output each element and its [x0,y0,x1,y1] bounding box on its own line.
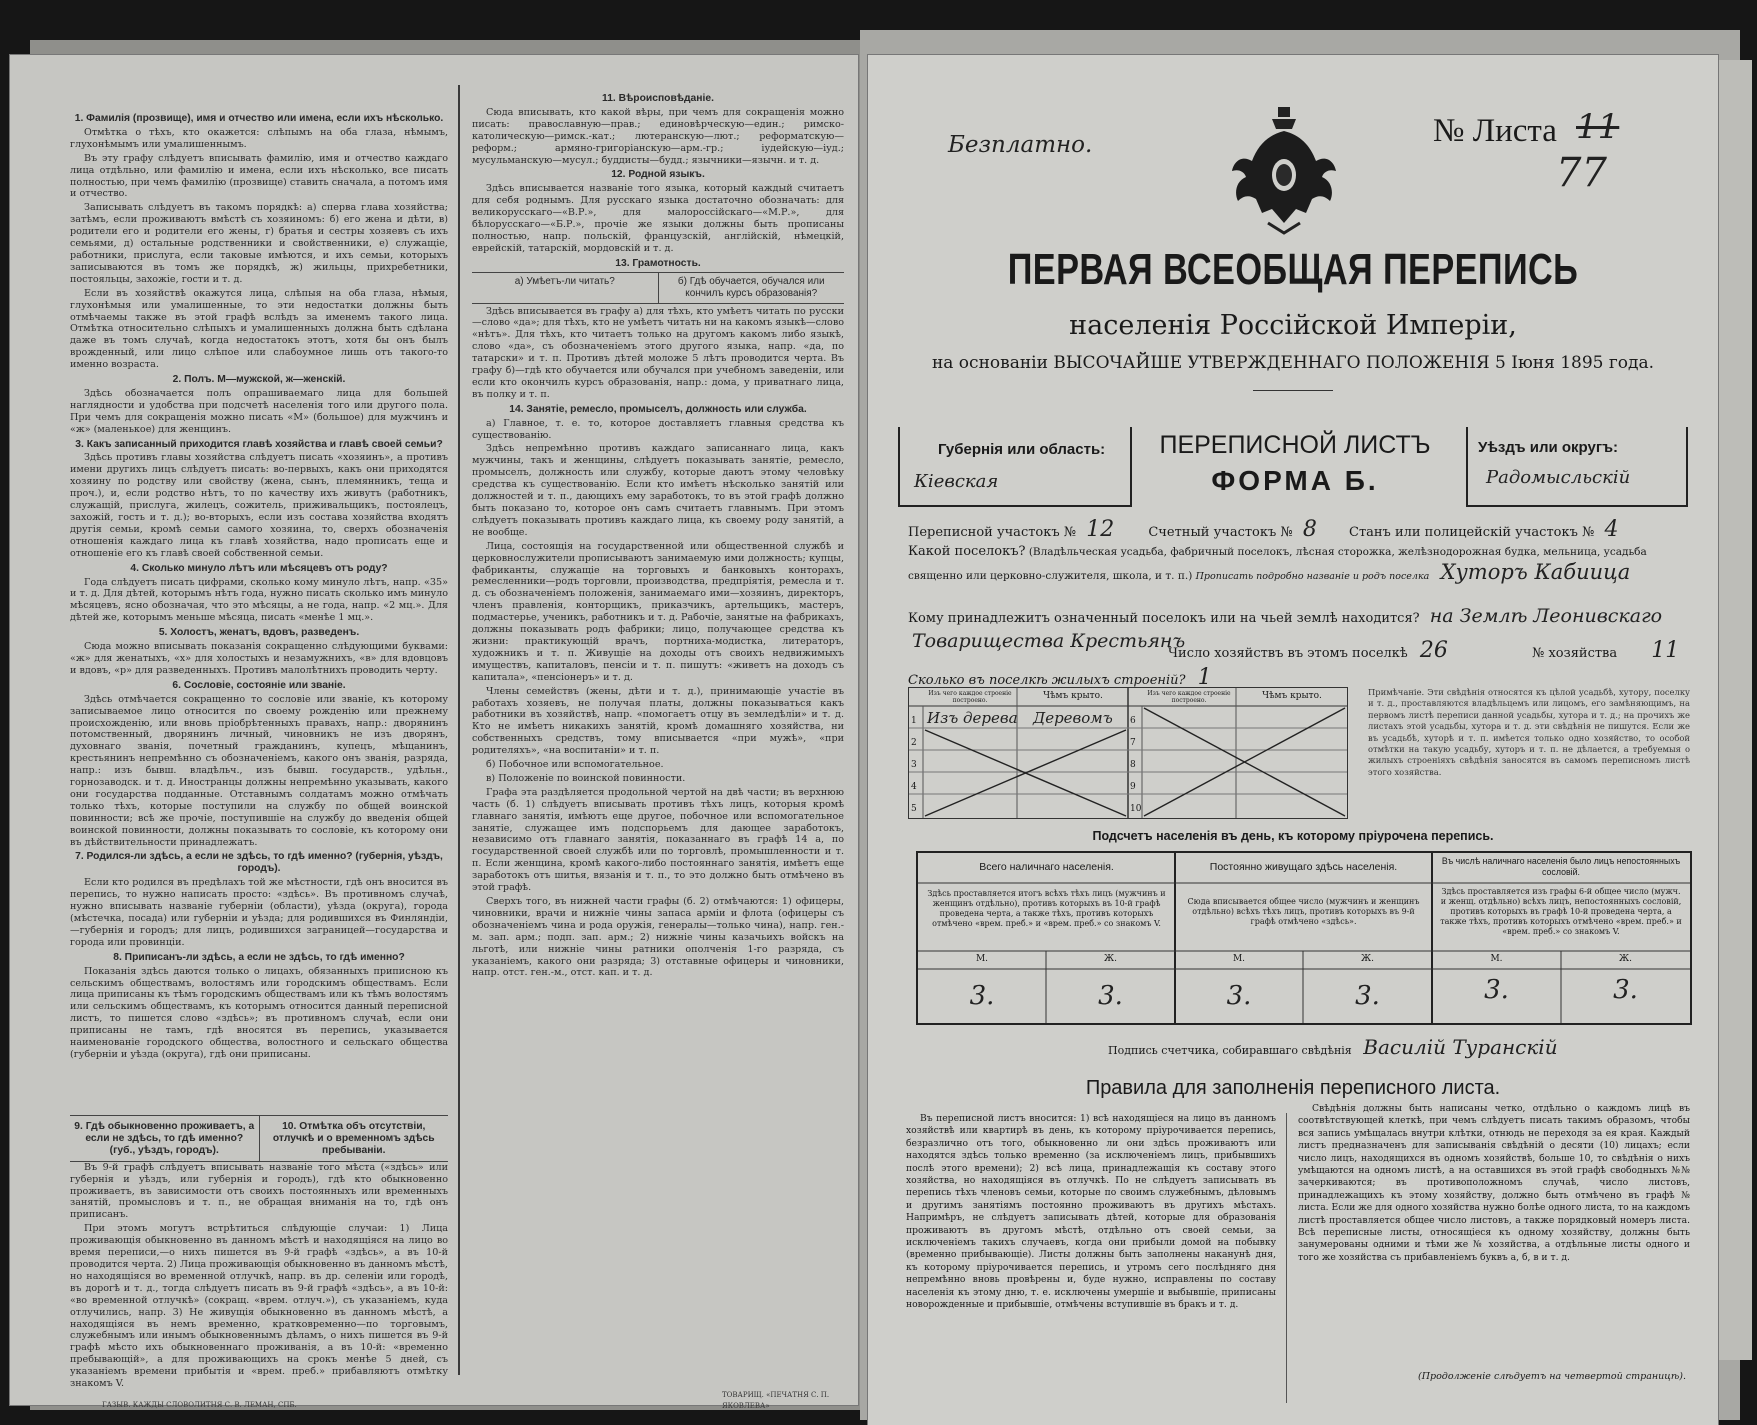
instruction-heading: 2. Полъ. М—мужской, ж—женскій. [172,374,346,386]
instruction-paragraph: Сверхъ того, въ нижней части графы (б. 2) отмѣчаются: 1) офицеры, чиновники, врачи и нижніе чины запаса арміи и флота (офицеры съ обозначеніемъ чина и рода оружія, генералы—только чина), напр. ген.-м. зап. арм.; подп. зап. арм.; 2) нижніе чины казачьихъ войскъ на льготѣ, или нижніе чины ратники ополченія 1-го разряда, съ указаніемъ, какого они разряда; 3) отставные офицеры и чиновники, напр. отст. ген.-м., отст. кап. и т. д. [472,896,844,979]
instruction-heading: 13. Грамотность. [615,257,701,269]
row-number: 1 [911,716,917,726]
instruction-paragraph: Отмѣтка о тѣхъ, кто окажется: слѣпымъ на оба глаза, нѣмымъ, глухонѣмымъ или умалишеннымъ. [70,126,448,150]
district-label: Переписной участокъ № [908,525,1077,540]
col-permanent-header: Постоянно живущаго здѣсь населенія. [1209,861,1398,873]
male-label: М. [975,954,989,964]
title-rule [1253,390,1333,391]
rules-right-column: Свѣдѣнія должны быть написаны четко, отдѣльно о каждомъ лицѣ въ соотвѣтствующей клеткѣ, при чемъ слѣдуетъ писать такимъ образомъ, чтобы вся запись умѣщалась внутри клѣтки, отнюдь не переходя за ея края. Каждый листъ предназначенъ для записыванія свѣдѣній о десяти (10) лицахъ; если число лицъ, находящихся въ одномъ хозяйствѣ, больше 10, то свѣдѣнія о нихъ умѣщаются на одномъ листѣ, а на оставшихся въ этой графѣ свободныхъ №№ зачеркиваются; въ противоположномъ случаѣ, число листовъ, принадлежащихъ къ этому хозяйству, должно быть отмѣчено въ графѣ № листа. Если же для одного хозяйства нужно болѣе одного листа, то на каждомъ листѣ проставляется общее число листовъ, а также порядковый номеръ листа. Всѣ переписные листы, относящіеся къ одному хозяйству, должны быть занумерованы одними и тѣми же № хозяйства, а отдѣльные листы одного и того же хозяйства съ прибавленіемъ буквъ а, б, в и т. д. [1298,1103,1690,1263]
settlement-line [908,542,1688,587]
section-9-cell [70,1116,260,1161]
instruction-paragraph: Сюда вписывать, кто какой вѣры, при чемъ для сокращенія можно писать: православную—прав.; единовѣрческую—един.; римско-католическую—римск.-кат.; лютеранскую—лют.; реформатскую—реформ.; армяно-григоріанскую—арм.-гр.; іудейскую—іуд.; мусульманскую—мусул.; буддисты—будд.; язычники—язычн. и т. д. [472,106,844,166]
instruction-paragraph: Здѣсь вписывается въ графу а) для тѣхъ, кто умѣетъ читать по русски—слово «да»; для тѣхъ, кто не умѣетъ читать ни на какомъ языкѣ—слово «нѣтъ». Для тѣхъ, кто читаетъ только на другомъ какомъ либо языкѣ, слово «да», съ обозначеніемъ этого другого языка, напр. «да, по татарски» и т. п. Противъ дѣтей моложе 5 лѣтъ проводится черта. Въ графу б)—гдѣ кто обучается или обучался при учебномъ заведеніи, или если кто окончилъ курсъ образованія, напр.: дома, у приватнаго лица, въ полку и т. п. [472,305,844,400]
form-letter: ФОРМА Б. [1211,465,1379,496]
instruction-paragraph: Сюда можно вписывать показанія сокращенно слѣдующими буквами: «ж» для женатыхъ, «х» для холостыхъ и незамужнихъ, «в» для вдовцовъ и вдовъ, «р» для разведенныхъ. Противъ малолѣтнихъ проводить черту. [70,641,448,676]
male-label: М. [1232,954,1246,964]
households-value: 26 [1419,638,1448,663]
households-line [1168,638,1679,663]
county-value: Радомысльскій [1486,467,1631,488]
instruction-paragraph: Записывать слѣдуетъ въ такомъ порядкѣ: а) сперва глава хозяйства; затѣмъ, если проживаютъ вмѣстѣ съ хозяиномъ: б) его жена и дѣти, в) родители его и родители его жены, г) братья и сестры хозяевъ съ ихъ семьями, д) остальные родственники и свойственники, е) служащіе, работники, прислуга, если таковые имѣются, и ихъ семьи, которыхъ записываются въ томъ же порядкѣ, ж) жильцы, прихребетники, постояльцы, захожіе, гости и т. д. [70,202,448,285]
instruction-paragraph: Года слѣдуетъ писать цифрами, сколько кому минуло лѣтъ, напр. «35» и т. д. Для дѣтей, которымъ нѣтъ года, нужно писать сколько имъ минуло мѣсяцевъ, ясно обозначая, что это мѣсяцы, а не года, напр. «2 мц.». Для дѣтей же, которымъ меньше мѣсяца, писать «менѣе 1 мц.». [70,576,448,624]
row-number: 9 [1130,782,1136,792]
instruction-paragraph: Лица, состоящія на государственной или общественной службѣ и церковнослужители прописываютъ занимаемую ими должность; купцы, фабриканты, служащіе на торговыхъ и банковыхъ конторахъ, ремесленники—родъ торговли, производства, предпріятія, ремесла и т. д. съ обозначеніемъ положенія, занимаемаго ими—хозяинъ, директоръ, членъ правленія, конторщикъ, приказчикъ, артельщикъ, мастеръ, подмастерье, ученикъ, работникъ и т. д. Рабочіе, занятые на фабрикахъ, должны показывать родъ фабрики; лицо, получающее средства къ жизни: практикующій врачъ, портниха-модистка, литераторъ, художникъ и т. п. Живущіе на доходы отъ своихъ недвижимыхъ имуществъ, капиталовъ, пенсіи и т. п. пишутъ: «живетъ на доходъ съ капитала», «пенсіонеръ» и т. д. [472,540,844,683]
buildings-header-roof-2: Чѣмъ крыто. [1262,691,1322,701]
district-value: 12 [1086,517,1115,542]
signature-value: Василій Туранскій [1363,1035,1558,1059]
instruction-paragraph: Здѣсь вписывается названіе того языка, который каждый считаетъ для себя роднымъ. Для русскаго языка достаточно обозначать: для великорусскаго—«В.Р.», для малороссійскаго—«М.Р.», для бѣлорусскаго—«Б.Р.», прочіе же языки должны быть прописаны полностью, напр. польскій, французскій, англійскій, нѣмецкій, еврейскій, татарскій, мордовскій и т. д. [472,183,844,254]
permanent-female-value: 3. [1355,981,1380,1011]
col-permanent-desc: Сюда вписывается общее число (мужчинъ и женщинъ отдѣльно) всѣхъ тѣхъ лицъ, противъ которыхъ въ 9-й графѣ отмѣчено «здѣсь». [1187,897,1420,926]
instruction-paragraph: Здѣсь непремѣнно противъ каждаго записаннаго лица, какъ мужчины, такъ и женщины, слѣдуетъ показывать занятіе, ремесло, промыселъ, должность или службу, которые даютъ этому человѣку средства къ существованію. Если кто имѣетъ нѣсколько занятій или должностей и т. п., дающихъ ему заработокъ, то въ этой графѣ должно быть показано то, которое онъ самъ считаетъ главнымъ. При этомъ слѣдуетъ показывать противъ каждаго лица, къ своему роду занятій, а не вообще. [472,443,844,538]
female-label: Ж. [1619,954,1632,964]
instruction-heading: 10. Отмѣтка объ отсутствіи, отлучкѣ и о временномъ здѣсь пребываніи. [272,1121,435,1156]
buildings-table [908,687,1348,819]
signature-line [1108,1035,1558,1059]
instruction-paragraph: Графа эта раздѣляется продольной чертой на двѣ части; въ верхнюю часть (б. 1) слѣдуетъ вписывать противъ тѣхъ лицъ, которыя кромѣ главнаго занятія, имѣютъ еще другое, побочное или вспомогательное занятіе, служащее имъ подспорьемъ для дающее заработокъ, независимо отъ главнаго занятія, показаннаго въ графѣ 14 а, по государственной своей службѣ или по торговлѣ, промышленности и т. п. Если женщина, кромѣ какого-либо постояннаго занятія, имѣетъ еще заработокъ отъ шитья, вязанія и т. п., то это должно быть отмѣчено въ этой графѣ. [472,786,844,894]
literacy-a: а) Умѣетъ-ли читать? [472,273,659,303]
row-number: 5 [911,804,917,814]
buildings-note: Примѣчаніе. Эти свѣдѣнія относятся къ цѣлой усадьбѣ, хутору, поселку и т. д., проставляются владѣльцемъ или лицомъ, его замѣняющимъ, на первомъ листѣ переписи данной усадьбы, хутора и т. д.; на прочихъ же листахъ этой усадьбы, хутора и т. д. эти свѣдѣнія не пишутся. Если же въ усадьбѣ, хуторѣ и т. п. имѣется только одно хозяйство, то особой отмѣтки на такую усадьбу, хуторъ и т. п. не дѣлается, а требуемыя о жилыхъ строеніяхъ свѣдѣнія заносятся въ самомъ переписномъ листѣ этого хозяйства. [1368,687,1690,777]
count-area-value: 8 [1302,517,1317,542]
instruction-paragraph: Члены семействъ (жены, дѣти и т. д.), принимающіе участіе въ работахъ хозяевъ, не получая платы, должны показываться какъ работники въ хозяйствѣ, напр. «помогаетъ отцу въ земледѣліи» и т. д. Кто не имѣетъ никакихъ занятій, кромѣ домашняго хозяйства, ни собственныхъ средствъ, тому вписывается «при мужѣ», «при родителяхъ», «на воспитаніи» и т. п. [472,685,844,757]
settlement-label: Какой поселокъ? [908,544,1026,559]
transient-female-value: 3. [1613,975,1638,1005]
rules-continued-note: (Продолженіе слѣдуетъ на четвертой страницѣ). [1418,1371,1686,1382]
transient-male-value: 3. [1484,975,1509,1005]
instruction-heading: 12. Родной языкъ. [611,169,705,181]
instruction-paragraph: Здѣсь обозначается полъ опрашиваемаго лица для большей наглядности и удобства при подсчетѣ населенія того или другого пола. При чемъ для сокращенія можно писать «М» (большое) для мужчинъ и «ж» (маленькое) для женщинъ. [70,387,448,435]
rules-left-column: Въ переписной листъ вносится: 1) всѣ находящіеся на лицо въ данномъ хозяйствѣ или квартирѣ въ день, къ которому пріурочивается перепись, безразлично отъ того, обыкновенно ли они здѣсь проживаютъ или находятся здѣсь только временно (за исключеніемъ лицъ, прибывшихъ послѣ этого времени); 2) всѣ лица, принадлежащія къ составу этого хозяйства, но находящіяся въ отлучкѣ. По не слѣдуетъ записывать въ перепись тѣхъ членовъ семьи, которые по своимъ служебнымъ, дѣловымъ и другимъ занятіямъ постоянно проживаютъ въ другихъ мѣстахъ. Напримѣръ, не слѣдуетъ записывать дѣтей, которые для образованія проживаютъ въ другомъ мѣстѣ, отдѣльно отъ своей семьи, за исключеніемъ такихъ случаевъ, когда они прибыли домой на побывку (временно прибывающіе). Листы должны быть заполнены наканунѣ дня, къ которому пріурочивается перепись, и утромъ сего послѣдняго дня непремѣнно вновь провѣрены и, буде нужно, исправлены по составу населенія къ этому дню, т. е. исключены умершіе и выбывшіе, приписаны новорожденные и прибывшіе, отмѣчены вступившіе въ бракъ и т. д. [906,1113,1276,1311]
literacy-subheads [472,272,844,304]
instruction-paragraph: Здѣсь противъ главы хозяйства слѣдуетъ писать «хозяинъ», а противъ имени другихъ лицъ слѣдуетъ писать: во-первыхъ, какъ они приходятся хозяину по родству или свойству (жена, сынъ, племянникъ, теща и проч.), и, если родство нѣтъ, то по качеству ихъ живутъ (работникъ, служащій, прислуга, жилецъ, сожитель, приживальщикъ, постоялецъ, захожій, гость и т. д.); во-вторыхъ, если изъ состава хозяйства входятъ другія семьи, кромѣ семьи самого хозяина, то, сверхъ обозначенія отношенія каждаго лица къ главѣ хозяйства, надо прописать еще и отношеніе его къ главѣ своей собственной семьи. [70,452,448,559]
row-number: 6 [1130,716,1136,726]
sheet-number-value: 11 [1576,107,1620,147]
buildings-row-numbers-left [911,710,917,820]
province-value: Кіевская [914,471,999,492]
settlement-hint: Прописать подробно названіе и родъ поселка [1195,571,1430,582]
province-box [898,427,1132,507]
buildings-header-material-2: Изъ чего каждое строеніе построено. [1147,690,1231,704]
census-basis: на основаніи ВЫСОЧАЙШЕ УТВЕРЖДЕННАГО ПОЛОЖЕНІЯ 5 Іюня 1895 года. [931,353,1655,373]
double-headed-eagle-emblem [1228,105,1340,235]
census-title: ПЕРВАЯ ВСЕОБЩАЯ ПЕРЕПИСЬ [1007,245,1579,294]
instruction-paragraph: а) Главное, т. е. то, которое доставляетъ главныя средства къ существованію. [472,417,844,441]
row-number: 7 [1130,738,1136,748]
col-total-desc: Здѣсь проставляется итогъ всѣхъ тѣхъ лицъ (мужчинъ и женщинъ отдѣльно), противъ которыхъ въ 10-й графѣ проведена черта, а также тѣхъ, противъ которыхъ отмѣчено «врем. преб.» и «врем. преб.» со знакомъ V. [927,889,1166,928]
buildings-row-numbers-right [1130,710,1141,820]
instruction-heading: 9. Гдѣ обыкновенно проживаетъ, а если не здѣсь, то гдѣ именно? (губ., уѣздъ, городъ). [74,1121,255,1156]
male-label: М. [1490,954,1503,964]
permanent-male-value: 3. [1226,981,1252,1011]
female-label: Ж. [1361,954,1374,964]
total-female-value: 3. [1098,981,1123,1011]
buildings-value: 1 [1197,665,1212,690]
province-label: Губернія или область: [938,441,1106,458]
population-count-title: Подсчетъ населенія въ день, къ которому пріурочена перепись. [1092,829,1494,843]
col-transient-desc: Здѣсь проставляется изъ графы 6-й общее число (мужч. и женщ. отдѣльно) всѣхъ лицъ, непостоянныхъ сословій, противъ которыхъ въ графѣ 10-й проведена черта, а также тѣхъ, противъ которыхъ отмѣчено «врем. преб.» и «врем. преб.» со знакомъ V. [1440,887,1682,936]
household-number-label: № хозяйства [1532,646,1618,661]
total-male-value: 3. [969,981,995,1011]
col-total-header: Всего наличнаго населенія. [979,861,1114,873]
stan-value: 4 [1604,517,1619,542]
instruction-paragraph: Показанія здѣсь даются только о лицахъ, обязанныхъ приписною къ сельскимъ обществамъ, волостямъ или городскимъ обществамъ. Если лица приписаны къ тѣмъ городскимъ обществамъ или къ тѣмъ волостямъ или сельскимъ обществамъ, къ которымъ относится данный переписной листъ, то пишется слово «здѣсь»; въ противномъ случаѣ, если они приписаны не тамъ, гдѣ вносятся въ перепись, указывается наименованіе городского общества, волостного и сельскаго общества (губерніи и уѣзда (округа), гдѣ они приписаны. [70,965,448,1060]
instruction-paragraph: Здѣсь отмѣчается сокращенно то сословіе или званіе, къ которому записываемое лицо относится по своему рожденію или прежнему происхожденію, или вновь пріобрѣтенныхъ правахъ, напр.: дворянинъ потомственный, дворянинъ личный, чиновникъ не изъ дворянъ, духовнаго званія, почетный гражданинъ, купецъ, мѣщанинъ, крестьянинъ непремѣнно съ обозначеніемъ, какого онъ званія, разряда, напр.: изъ бывш. владѣльч., изъ бывш. государств., удѣльн., горнозаводск. и т. д. Иностранцы должны непремѣнно указывать, какого они государства подданные. Отставнымъ солдатамъ можно отмѣчать только тѣхъ, которые поступили на службу по общей воинской повинности; всѣ же прочіе, поступившіе на службу до введенія общей воинской повинности, должны показывать то сословіе, къ которому они въ дѣйствительности принадлежатъ. [70,693,448,848]
settlement-value: Хуторъ Кабиица [1440,560,1631,584]
column-divider [458,85,460,1375]
instruction-paragraph: Въ эту графу слѣдуетъ вписывать фамилію, имя и отчество каждаго лица отдѣльно, или фамилію и имена, если ихъ нѣсколько, все писать полностью, при чемъ фамилію (прозвище) ставить сначала, а потомъ имя и отчество. [70,152,448,200]
printer-imprint-left: ГАЗЫВ. КАЖДЫ СЛОВОЛИТНЯ С. В. ЛЕМАН, СПБ. [102,1401,297,1409]
printer-imprint-right: ТОВАРИЩ. «ПЕЧАТНЯ С. П. ЯКОВЛЕВА» [722,1391,830,1411]
instruction-paragraph: Въ 9-й графѣ слѣдуетъ вписывать названіе того мѣста («здѣсь» или губернія и уѣздъ, или губернія и городъ), гдѣ кто обыкновенно проживаетъ, въ зависимости отъ своихъ постоянныхъ или временныхъ занятій, промысловъ и т. п., не обращая вниманія на то, гдѣ онъ приписанъ. [70,1161,448,1221]
stan-label: Станъ или полицейскій участокъ № [1349,525,1595,540]
sheet-number-label: № Листа [1433,113,1557,149]
instruction-paragraph: в) Положеніе по воинской повинности. [486,772,686,784]
instruction-heading: 7. Родился-ли здѣсь, а если не здѣсь, то гдѣ именно? (губернія, уѣздъ, городъ). [75,851,443,875]
section-9-10-header [70,1115,448,1162]
buildings-header-roof: Чѣмъ крыто. [1043,691,1103,701]
rules-title: Правила для заполненія переписного листа. [1085,1077,1501,1099]
row-number: 8 [1130,760,1136,770]
building-1-material: Изъ дерева [927,709,1018,727]
owner-label: Кому принадлежитъ означенный поселокъ или на чьей землѣ находится? [908,611,1420,626]
census-subtitle: населенія Россійской Имперіи, [1069,310,1517,341]
building-1-roof: Деревомъ [1033,709,1113,727]
owner-value-1: на Землѣ Леонивскаго [1429,605,1663,627]
right-page [868,55,1718,1425]
row-number: 2 [911,738,917,748]
county-label: Уѣздъ или округъ: [1478,439,1619,456]
count-area-label: Счетный участокъ № [1148,525,1293,540]
household-number-value: 11 [1651,638,1680,663]
instruction-heading: 5. Холостъ, женатъ, вдовъ, разведенъ. [158,627,360,639]
form-title: ПЕРЕПИСНОЙ ЛИСТЪ [1159,431,1431,459]
rules-divider [1286,1113,1287,1403]
instructions-column-1 [70,110,448,1160]
instruction-heading: 8. Приписанъ-ли здѣсь, а если не здѣсь, то гдѣ именно? [113,951,405,963]
col-transient-header: Въ числѣ наличнаго населенія было лицъ непостоянныхъ сословій. [1441,856,1681,877]
owner-line [908,603,1698,632]
sheet-number-value-corrected: 77 [1556,150,1607,196]
instruction-heading: 14. Занятіе, ремесло, промыселъ, должность или служба. [509,403,807,415]
instruction-paragraph: Если въ хозяйствѣ окажутся лица, слѣпыя на оба глаза, нѣмыя, глухонѣмыя или умалишенные, то эти недостатки должны быть отмѣчаемы также въ этой графѣ вслѣдъ за именемъ такого лица. Отмѣтка относительно слѣпыхъ и умалишенныхъ должна быть сдѣлана даже въ томъ случаѣ, когда недостатокъ этотъ, хотя бы онъ былъ врожденный, или лицо слѣпое или слабоумное лишь отъ такого-то именно возраста. [70,287,448,371]
instruction-heading: 4. Сколько минуло лѣтъ или мѣсяцевъ отъ роду? [130,562,388,574]
instruction-paragraph: Если кто родился въ предѣлахъ той же мѣстности, гдѣ онъ вносится въ перепись, то нужно написать просто: «здѣсь». Въ противномъ случаѣ, нужно вписывать названіе губерніи (области), уѣзда (округа), города (мѣстечка, посада) или губерніи и уѣзда; для родившихся въ Финляндіи,—губернія и городъ; для лицъ, родившихся заграницей—государства и города или провинціи. [70,877,448,948]
buildings-grid [909,688,1347,818]
instruction-paragraph: б) Побочное или вспомогательное. [486,759,664,771]
county-box [1466,427,1688,507]
section-10-cell [260,1116,449,1161]
settlement-note: (Владѣльческая усадьба, фабричный поселокъ, лѣсная сторожка, желѣзнодорожная будка, мельница, усадьба священно или церковно-служителя, школа, и т. п.) [908,546,1647,582]
instructions-column-1-bottom [70,1115,448,1390]
row-number: 4 [911,782,917,792]
district-line [908,517,1618,542]
row-number: 10 [1130,804,1142,814]
literacy-b: б) Гдѣ обучается, обучался или кончилъ курсъ образованія? [677,275,825,299]
instruction-heading: 6. Сословіе, состояніе или званіе. [172,679,346,691]
left-page [10,55,858,1411]
instructions-column-2 [472,90,844,1380]
female-label: Ж. [1104,954,1117,964]
buildings-label: Сколько въ поселкѣ жилыхъ строеній? [908,673,1186,688]
buildings-header-material: Изъ чего каждое строеніе построено. [928,690,1012,704]
instruction-heading: 1. Фамилія (прозвище), имя и отчество или имена, если ихъ нѣсколько. [74,113,444,124]
instruction-heading: 11. Вѣроисповѣданіе. [602,93,714,104]
owner-value-2: Товарищества Крестьянъ [912,630,1186,652]
instruction-heading: 3. Какъ записанный приходится главѣ хозяйства и главѣ своей семьи? [75,438,443,450]
instruction-paragraph: При этомъ могутъ встрѣтиться слѣдующіе случаи: 1) Лица проживающія обыкновенно въ данномъ мѣстѣ и находящіяся на лицо во время переписи,—о нихъ пишется въ 9-й графѣ «здѣсь», а въ 10-й проводится черта. 2) Лица проживающія обыкновенно въ данномъ мѣстѣ, но находящіяся во временной отлучкѣ, напр. въ др. селеніи или городѣ, въ дорогѣ и т. д., тогда слѣдуетъ писать въ 9-й графѣ «здѣсь», а въ 10-й: «во временной отлучкѣ» (сокращ. «врем. отлуч.»), съ указаніемъ, куда отлучились, напр. 3) Не живущія обыкновенно въ данномъ мѣстѣ, а находящіяся въ немъ временно, кратковременно—по торговымъ, служебнымъ или инымъ обыкновеннымъ дѣламъ, о нихъ пишется въ 9-й графѣ мѣсто ихъ обыкновеннаго проживанія, а въ 10-й: «временно пребывающій», а для проживающихъ на срокъ менѣе 5 дней, съ указаніемъ времени прибытія и «врем. преб.» прибавляютъ отмѣтку знакомъ V. [70,1223,448,1390]
households-label: Число хозяйствъ въ этомъ поселкѣ [1168,646,1408,661]
signature-label: Подпись счетчика, собиравшаго свѣдѣнія [1108,1044,1352,1057]
free-label: Безплатно. [948,132,1093,158]
row-number: 3 [911,760,917,770]
population-count-table [916,851,1692,1025]
